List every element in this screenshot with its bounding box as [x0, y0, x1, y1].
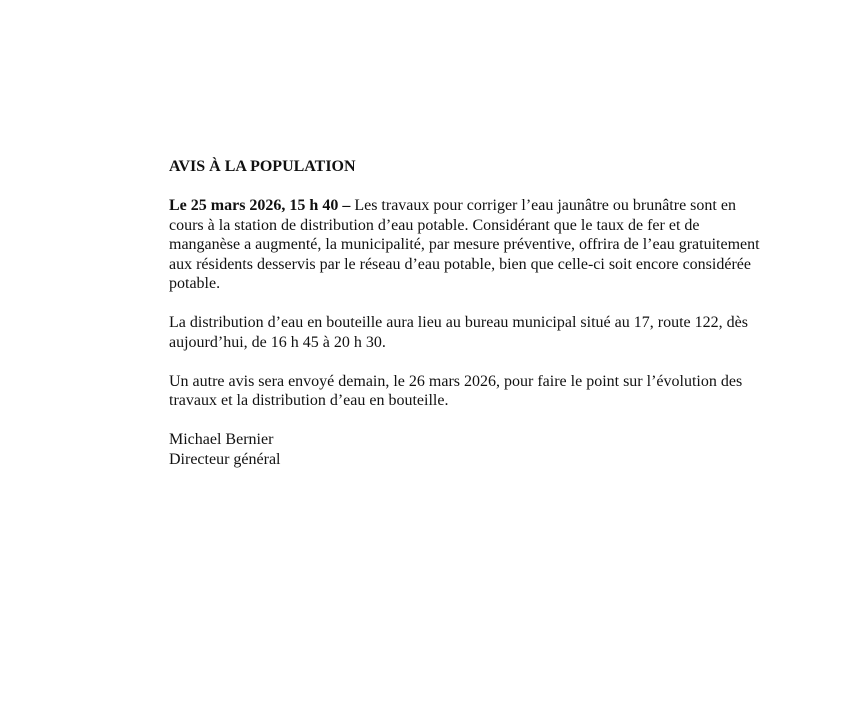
paragraph-text: Les travaux pour corriger l’eau jaunâtre ou brunâtre sont en	[350, 197, 736, 214]
paragraph-line: cours à la station de distribution d’eau potable. Considérant que le taux de fer et de	[169, 216, 700, 234]
paragraph-line: La distribution d’eau en bouteille aura lieu au bureau municipal situé au 17, route 122, dès	[169, 314, 748, 331]
paragraph-line: aujourd’hui, de 16 h 45 à 20 h 30.	[169, 333, 386, 351]
notice-paragraph-status	[169, 196, 809, 294]
notice-signature	[169, 430, 809, 469]
notice-paragraph-followup	[169, 372, 809, 411]
paragraph-line: Un autre avis sera envoyé demain, le 26 mars 2026, pour faire le point sur l’évolution des	[169, 372, 743, 390]
signatory-role: Directeur général	[169, 450, 281, 468]
signatory-name: Michael Bernier	[169, 431, 274, 448]
paragraph-line	[169, 196, 809, 216]
notice-paragraph-distribution	[169, 313, 809, 352]
public-notice	[169, 157, 809, 469]
paragraph-line: manganèse a augmenté, la municipalité, par mesure préventive, offrira de l’eau gratuitement	[169, 236, 760, 253]
paragraph-line: travaux et la distribution d’eau en bouteille.	[169, 392, 449, 409]
notice-date-lead: Le 25 mars 2026, 15 h 40 –	[169, 197, 351, 214]
notice-title: AVIS À LA POPULATION	[169, 158, 356, 175]
paragraph-line: aux résidents desservis par le réseau d’eau potable, bien que celle-ci soit encore considérée	[169, 255, 751, 273]
paragraph-line: potable.	[169, 275, 221, 292]
